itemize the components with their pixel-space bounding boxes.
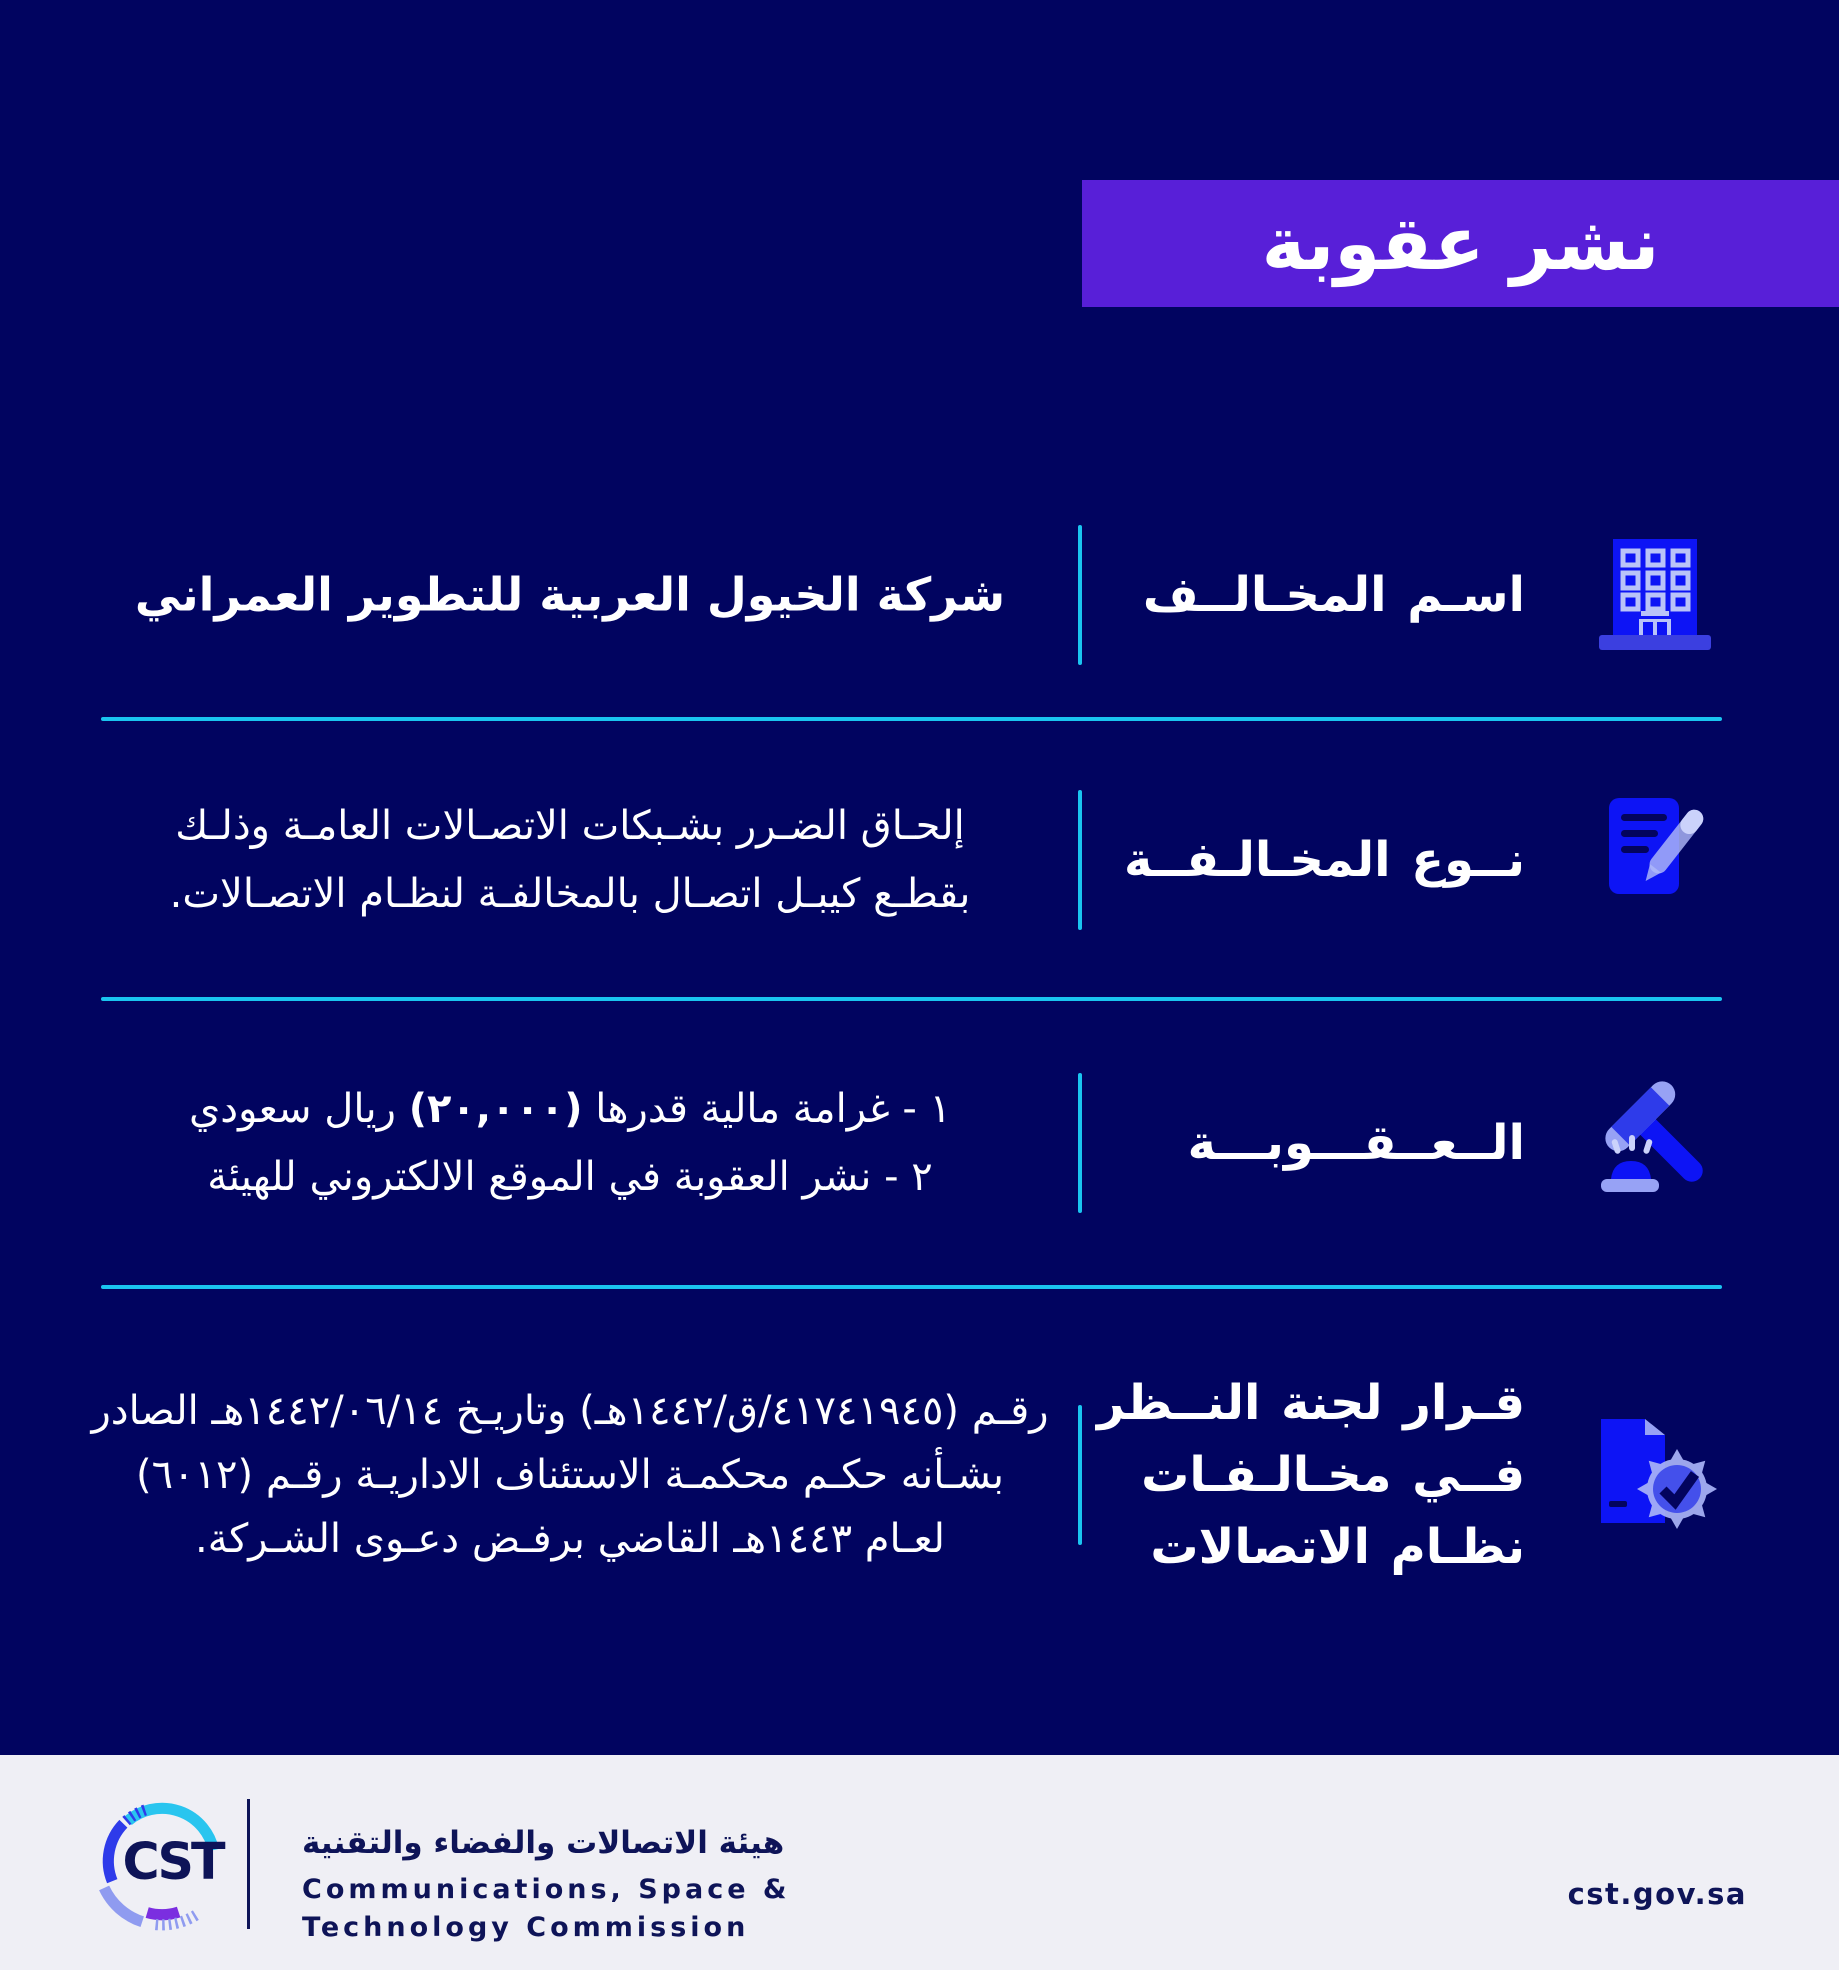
penalty-item-2: ٢ - نشر العقوبة في الموقع الالكتروني للهيئة [207, 1153, 933, 1200]
violation-text-line1: إلحـاق الضـرر بشـبكات الاتصـالات العامـة وذلـك [175, 803, 965, 849]
decision-text-line1: رقـم (٤١٧٤١٩٤٥/ق/١٤٤٢هـ) وتاريـخ ١٤٤٢/٠٦/١٤هـ الصادر [91, 1388, 1049, 1434]
violator-label: اسـم المخـالــف [1142, 567, 1525, 623]
decision-label-line2: فــي مخـالـفـات [1141, 1447, 1525, 1503]
building-icon [1585, 525, 1725, 665]
penalty-item-1 [70, 1075, 1070, 1143]
label-accent-line [1078, 525, 1082, 665]
decision-text-line2: بشـأنه حكـم محكمـة الاستئناف الاداريـة رقـم (٦٠١٢) [135, 1452, 1005, 1498]
org-name-english-line1: Communications, Space & [302, 1874, 791, 1905]
organization-name-block [302, 1825, 790, 1947]
label-accent-line [1078, 790, 1082, 930]
section-divider [101, 997, 1722, 1001]
decision-value [70, 1379, 1070, 1571]
penalty-label: الــعــقـــوبـــة [1187, 1114, 1525, 1171]
page-title: نشر عقوبة [1261, 200, 1660, 287]
cst-logo-text: CST [122, 1832, 223, 1892]
org-name-arabic: هيئة الاتصالات والفضاء والتقنية [302, 1825, 785, 1861]
section-divider [101, 717, 1722, 721]
violator-value [70, 561, 1070, 630]
decision-label [1085, 1367, 1525, 1583]
footer-logo-divider [247, 1799, 250, 1929]
penalty-item1-text: ١ - غرامة مالية قدرها [582, 1085, 952, 1132]
decision-label-line3: نظـام الاتصالات [1150, 1519, 1525, 1575]
section-violator-name [0, 480, 1839, 710]
decision-label-line1: قـرار لجنة النــظر [1096, 1375, 1525, 1431]
gavel-icon [1585, 1073, 1725, 1213]
title-banner [1082, 180, 1839, 307]
violation-text-line2: بقطـع كيبـل اتصـال بالمخالفـة لنظـام الاتصـالات. [169, 871, 971, 917]
section-divider [101, 1285, 1722, 1289]
decision-text-line3: لعـام ١٤٤٣هـ القاضي برفـض دعـوى الشـركة. [195, 1516, 945, 1562]
violation-value [70, 792, 1070, 928]
website-url: cst.gov.sa [1567, 1877, 1747, 1911]
cst-logo [86, 1785, 238, 1937]
label-accent-line [1078, 1405, 1082, 1545]
section-violation-type [0, 745, 1839, 975]
stamped-document-icon [1585, 1405, 1725, 1545]
section-penalty [0, 1025, 1839, 1260]
violator-company-name: شركة الخيول العربية للتطوير العمراني [134, 567, 1006, 622]
penalty-fine-amount: (٢٠,٠٠٠) [408, 1085, 583, 1132]
section-committee-decision [0, 1330, 1839, 1620]
document-pen-icon [1585, 790, 1725, 930]
label-accent-line [1078, 1073, 1082, 1213]
penalty-item1-currency: ريال سعودي [188, 1085, 409, 1132]
violation-label: نــوع المخـالـفــة [1123, 832, 1525, 888]
penalty-value [70, 1075, 1070, 1211]
footer [0, 1755, 1839, 1970]
org-name-english-line2: Technology Commission [302, 1911, 750, 1943]
